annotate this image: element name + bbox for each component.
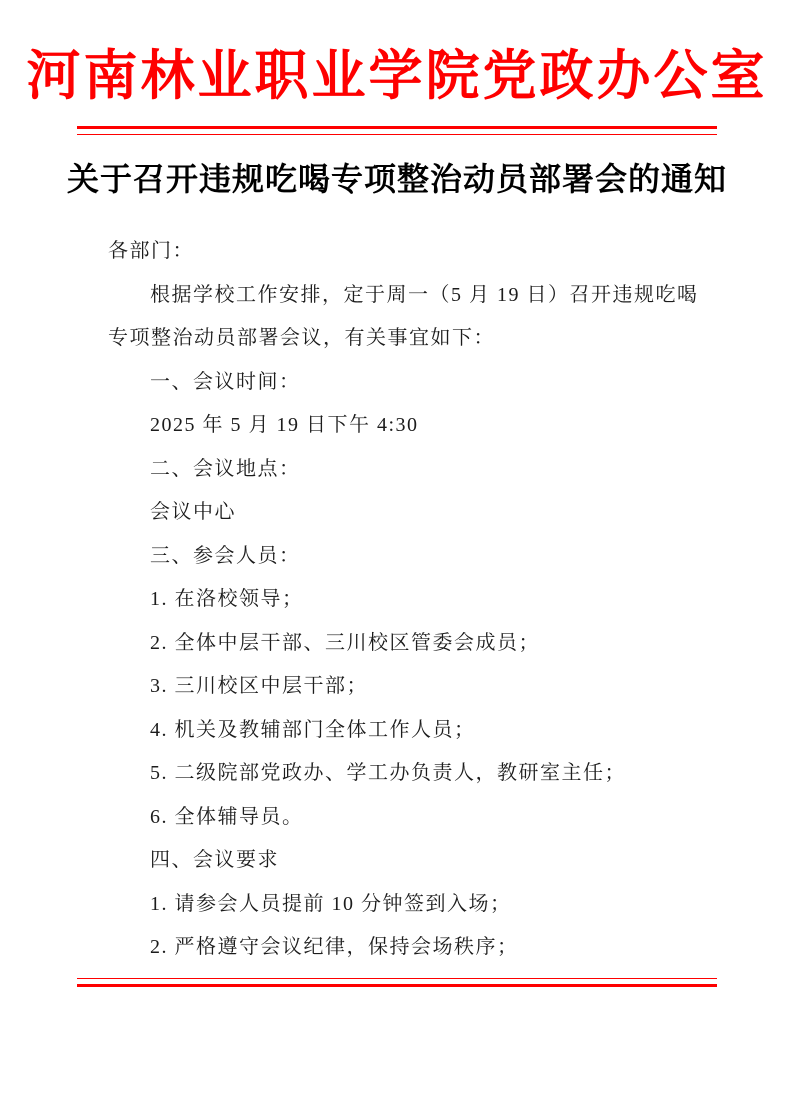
letterhead-rule-thin <box>77 134 717 135</box>
body-line-time-value: 2025 年 5 月 19 日下午 4:30 <box>150 414 419 436</box>
body-line-attendee-3: 3. 三川校区中层干部； <box>150 675 368 697</box>
body-line-intro-1: 根据学校工作安排，定于周一（5 月 19 日）召开违规吃喝 <box>150 283 699 306</box>
body-line-requirement-1: 1. 请参会人员提前 10 分钟签到入场； <box>150 892 512 915</box>
body-line-intro-2: 专项整治动员部署会议，有关事宜如下： <box>108 327 495 349</box>
body-line-section-4-requirements: 四、会议要求 <box>150 849 279 871</box>
body-line-attendee-5: 5. 二级院部党政办、学工办负责人，教研室主任； <box>150 762 626 784</box>
letterhead-rule-thick <box>77 126 717 129</box>
notice-body <box>108 230 754 970</box>
body-line-section-1-time: 一、会议时间： <box>150 370 301 393</box>
body-line-section-3-attendees: 三、参会人员： <box>150 544 301 567</box>
notice-title: 关于召开违规吃喝专项整治动员部署会的通知 <box>66 161 727 197</box>
body-line-attendee-6: 6. 全体辅导员。 <box>150 805 304 828</box>
footer-rule-thick <box>77 984 717 987</box>
letterhead-org-title: 河南林业职业学院党政办公室 <box>26 46 768 106</box>
body-line-attendee-4: 4. 机关及教辅部门全体工作人员； <box>150 718 476 741</box>
body-line-requirement-2: 2. 严格遵守会议纪律，保持会场秩序； <box>150 936 519 958</box>
footer-rule-thin <box>77 978 717 979</box>
body-line-place-value: 会议中心 <box>150 501 236 523</box>
body-line-salutation: 各部门： <box>108 240 194 262</box>
body-line-attendee-2: 2. 全体中层干部、三川校区管委会成员； <box>150 631 540 654</box>
body-line-attendee-1: 1. 在洛校领导； <box>150 588 304 610</box>
body-line-section-2-place: 二、会议地点： <box>150 457 301 480</box>
